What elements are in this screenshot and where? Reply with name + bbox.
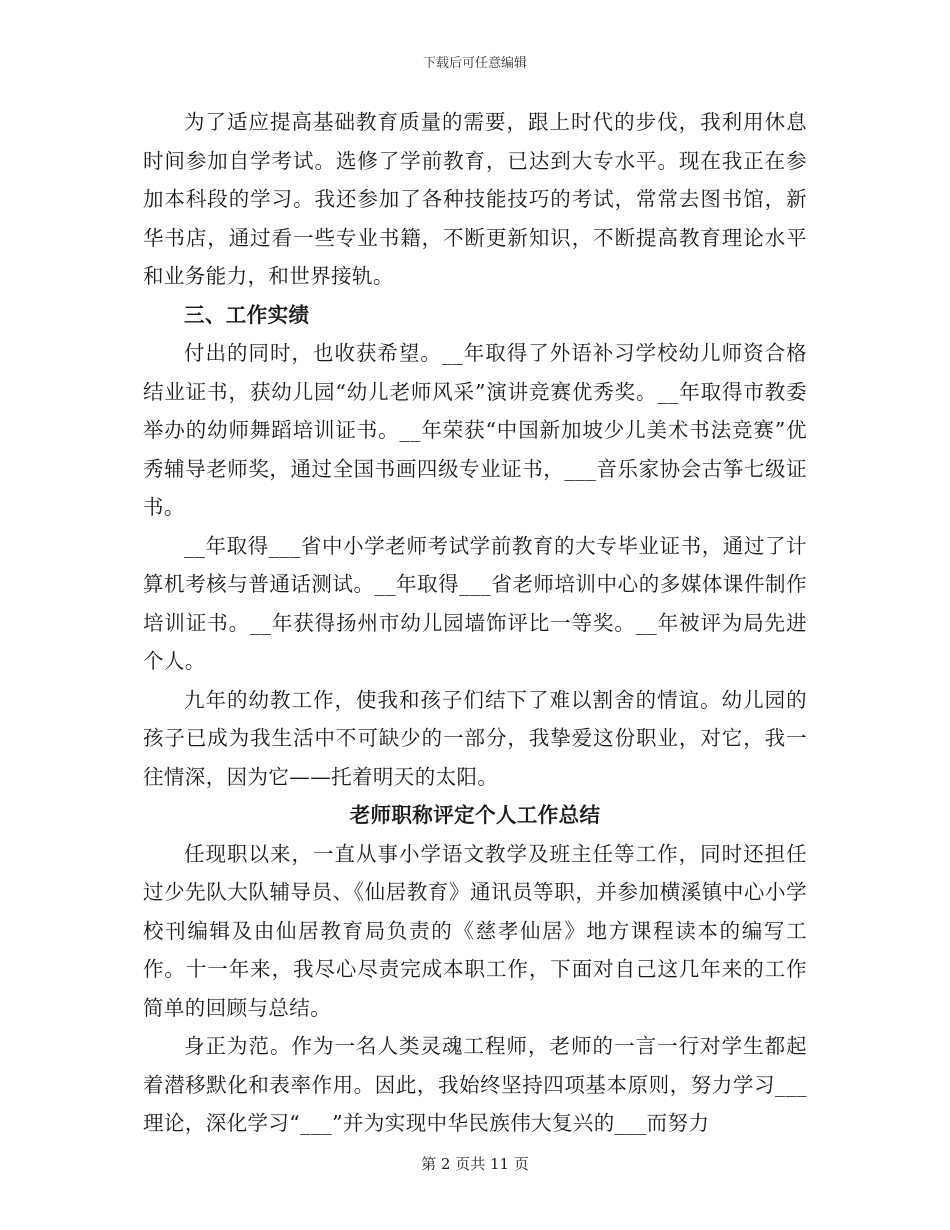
page-header: 下载后可任意编辑 (422, 56, 527, 71)
paragraph-achievements-1: 付出的同时，也收获希望。__年取得了外语补习学校幼儿师资合格结业证书，获幼儿园“幼儿老师风采”演讲竞赛优秀奖。__年取得市教委举办的幼师舞蹈培训证书。__年荣获“中国新加坡少儿美术书法竞赛”优秀辅导老师奖，通过全国书画四级专业证书，___音乐家协会古筝七级证书。 (143, 341, 807, 519)
paragraph-achievements-2: __年取得___省中小学老师考试学前教育的大专毕业证书，通过了计算机考核与普通话测试。__年取得___省老师培训中心的多媒体课件制作培训证书。__年获得扬州市幼儿园墙饰评比一等奖。__年被评为局先进个人。 (143, 533, 807, 673)
document-title: 老师职称评定个人工作总结 (349, 803, 601, 827)
document-body (143, 103, 807, 1143)
paragraph-closing: 九年的幼教工作，使我和孩子们结下了难以割舍的情谊。幼儿园的孩子已成为我生活中不可缺少的一部分，我挚爱这份职业，对它，我一往情深，因为它——托着明天的太阳。 (143, 687, 807, 789)
section-heading-achievements: 三、工作实绩 (184, 302, 310, 327)
page-footer: 第 2 页共 11 页 (421, 1155, 529, 1173)
paragraph-intro: 任现职以来，一直从事小学语文教学及班主任等工作，同时还担任过少先队大队辅导员、《仙居教育》通讯员等职，并参加横溪镇中心小学校刊编辑及由仙居教育局负责的《慈孝仙居》地方课程读本的编写工作。十一年来，我尽心尽责完成本职工作，下面对自己这几年来的工作简单的回顾与总结。 (143, 841, 807, 1020)
paragraph-role-model: 身正为范。作为一名人类灵魂工程师，老师的一言一行对学生都起着潜移默化和表率作用。因此，我始终坚持四项基本原则，努力学习___理论，深化学习“___”并为实现中华民族伟大复兴的___而努力 (143, 1034, 807, 1135)
paragraph-self-study: 为了适应提高基础教育质量的需要，跟上时代的步伐，我利用休息时间参加自学考试。选修了学前教育，已达到大专水平。现在我正在参加本科段的学习。我还参加了各种技能技巧的考试，常常去图书馆，新华书店，通过看一些专业书籍，不断更新知识，不断提高教育理论水平和业务能力，和世界接轨。 (143, 110, 807, 288)
